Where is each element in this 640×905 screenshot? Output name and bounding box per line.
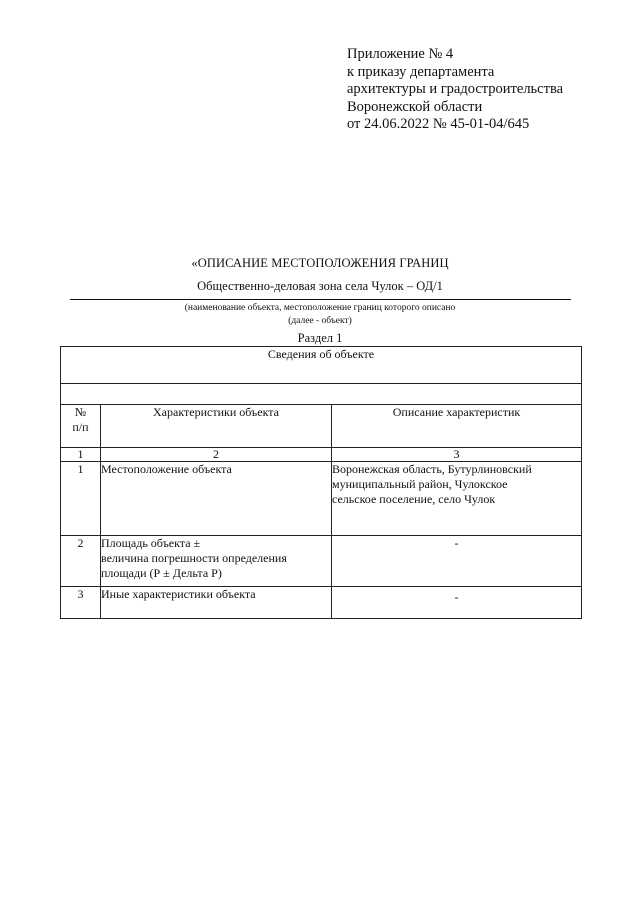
blank-cell <box>61 384 582 405</box>
table-header-row <box>61 347 582 384</box>
table-header: Сведения об объекте <box>61 347 582 384</box>
column-header-num-line: п/п <box>72 420 89 434</box>
characteristic-line: величина погрешности определения <box>101 551 287 565</box>
underline-divider <box>70 299 571 300</box>
appendix-line: Воронежской области <box>347 98 483 115</box>
document-title: «ОПИСАНИЕ МЕСТОПОЛОЖЕНИЯ ГРАНИЦ <box>191 256 449 270</box>
caption-line: (далее - объект) <box>288 315 352 326</box>
row-description <box>332 462 582 536</box>
column-header-row <box>61 405 582 448</box>
appendix-line: к приказу департамента <box>347 63 495 80</box>
row-number: 3 <box>61 587 101 619</box>
appendix-line: архитектуры и градостроительства <box>347 81 564 97</box>
row-description: - <box>332 587 582 619</box>
object-caption <box>0 302 640 327</box>
table-row <box>61 462 582 536</box>
column-index: 2 <box>101 448 332 462</box>
caption-line: (наименование объекта, местоположение границ которого описано <box>184 303 456 313</box>
description-line: Воронежская область, Бутурлиновский <box>332 462 532 476</box>
description-line: муниципальный район, Чулокское <box>332 477 508 491</box>
appendix-block <box>347 46 563 134</box>
row-characteristic <box>101 587 332 619</box>
column-index-row <box>61 448 582 462</box>
description-line: сельское поселение, село Чулок <box>332 492 496 506</box>
object-name: Общественно-деловая зона села Чулок – ОД/1 <box>197 279 443 293</box>
column-header-num <box>61 405 101 448</box>
column-index: 1 <box>61 448 101 462</box>
table-blank-row <box>61 384 582 405</box>
row-number: 1 <box>61 462 101 536</box>
column-index: 3 <box>332 448 582 462</box>
row-description: - <box>332 536 582 587</box>
appendix-line: от 24.06.2022 № 45-01-04/645 <box>347 116 530 132</box>
table-row <box>61 587 582 619</box>
column-header-desc: Описание характеристик <box>332 405 582 448</box>
row-number: 2 <box>61 536 101 587</box>
appendix-line: Приложение № 4 <box>347 46 454 62</box>
characteristic-line: площади (Р ± Дельта Р) <box>101 566 222 580</box>
column-header-name: Характеристики объекта <box>101 405 332 448</box>
object-info-table <box>60 346 582 619</box>
section-title: Раздел 1 <box>297 331 343 345</box>
row-characteristic <box>101 462 332 536</box>
characteristic-line: Площадь объекта ± <box>101 536 201 550</box>
table-row <box>61 536 582 587</box>
characteristic-line: Иные характеристики объекта <box>101 587 256 601</box>
characteristic-line: Местоположение объекта <box>101 462 232 476</box>
row-characteristic <box>101 536 332 587</box>
column-header-num-line: № <box>74 405 87 419</box>
